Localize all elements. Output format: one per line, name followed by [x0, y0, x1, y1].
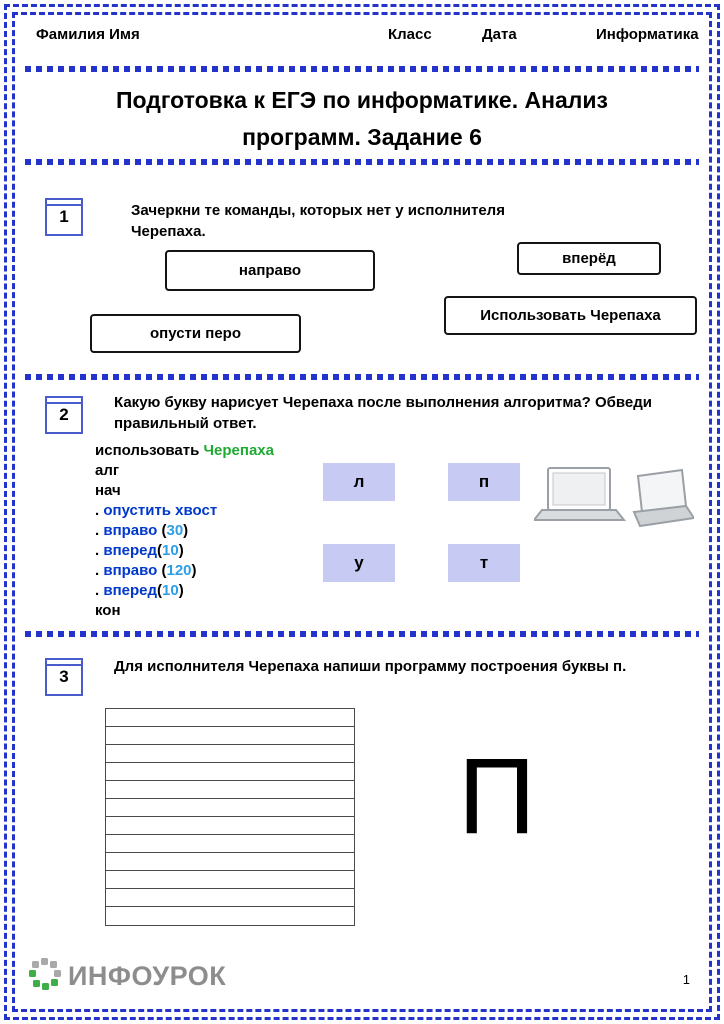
code-token: вправо: [103, 522, 162, 539]
code-token: Черепаха: [203, 442, 274, 459]
answer-row: [106, 745, 354, 763]
code-line: [95, 561, 274, 581]
code-line: [95, 501, 274, 521]
answer-row: [106, 817, 354, 835]
code-token: использовать: [95, 442, 204, 459]
subject-label: Информатика: [596, 26, 699, 43]
dotted-separator: [25, 159, 699, 165]
code-line: [95, 541, 274, 561]
code-token: (: [161, 522, 167, 539]
answer-option-u: у: [323, 544, 395, 582]
code-token: 30: [166, 522, 184, 539]
code-token: (: [157, 542, 162, 559]
target-letter: П: [458, 735, 536, 856]
code-token: нач: [95, 482, 121, 499]
code-token: ): [178, 542, 184, 559]
code-token: .: [95, 502, 104, 519]
page-number: 1: [682, 972, 690, 987]
task2-number: 2: [59, 405, 69, 424]
infourok-logo-icon: [28, 957, 62, 996]
code-token: ): [191, 562, 197, 579]
code-token: ): [178, 582, 184, 599]
answer-table: [105, 708, 355, 926]
command-box-opusti-pero: опусти перо: [90, 314, 301, 353]
answer-row: [106, 763, 354, 781]
page-title-line: Подготовка к ЕГЭ по информатике. Анализ: [116, 87, 608, 113]
answer-row: [106, 889, 354, 907]
answer-row: [106, 907, 354, 925]
answer-row: [106, 835, 354, 853]
page-title: [0, 82, 724, 156]
task1-instruction: Зачеркни те команды, которых нет у исполнителя Черепаха.: [131, 202, 505, 240]
code-token: опустить хвост: [103, 502, 218, 519]
command-box-napravo: направо: [165, 250, 375, 291]
code-token: кон: [95, 602, 121, 619]
task2-number-box: [45, 396, 83, 434]
code-line: [95, 461, 274, 481]
task3-instruction: Для исполнителя Черепаха напиши программу построения буквы п.: [114, 658, 627, 675]
dotted-separator: [25, 631, 699, 637]
answer-option-p: п: [448, 463, 520, 501]
command-box-vperyod: вперёд: [517, 242, 661, 275]
dotted-separator: [25, 66, 699, 72]
infourok-logo: [28, 957, 226, 996]
class-label: Класс: [388, 26, 432, 43]
code-token: 120: [166, 562, 192, 579]
task1-number-box: [45, 198, 83, 236]
answer-row: [106, 871, 354, 889]
task3-number: 3: [59, 667, 69, 686]
algorithm-code: [95, 441, 274, 621]
code-line: [95, 441, 274, 461]
date-label: Дата: [482, 26, 517, 43]
task2-instruction: Какую букву нарисует Черепаха после выполнения алгоритма? Обведи правильный ответ.: [114, 394, 653, 432]
answer-option-t: т: [448, 544, 520, 582]
dotted-separator: [25, 374, 699, 380]
code-token: .: [95, 562, 104, 579]
code-line: [95, 601, 274, 621]
task3-number-box: [45, 658, 83, 696]
code-token: .: [95, 522, 104, 539]
laptops-image: [534, 464, 694, 547]
command-box-ispolzovat-cherepaha: Использовать Черепаха: [444, 296, 697, 335]
code-line: [95, 521, 274, 541]
code-line: [95, 581, 274, 601]
code-token: .: [95, 542, 104, 559]
answer-row: [106, 727, 354, 745]
code-line: [95, 481, 274, 501]
answer-row: [106, 709, 354, 727]
infourok-logo-text: ИНФОУРОК: [68, 961, 227, 991]
code-token: вперед: [103, 582, 157, 599]
answer-option-l: л: [323, 463, 395, 501]
code-token: алг: [95, 462, 120, 479]
code-token: вперед: [103, 542, 157, 559]
code-token: .: [95, 582, 104, 599]
task1-number: 1: [59, 207, 69, 226]
code-token: вправо: [103, 562, 162, 579]
code-token: (: [161, 562, 167, 579]
answer-row: [106, 853, 354, 871]
answer-row: [106, 799, 354, 817]
student-name-label: Фамилия Имя: [36, 26, 140, 43]
code-token: ): [183, 522, 189, 539]
code-token: 10: [162, 542, 179, 559]
page-title-line: программ. Задание 6: [242, 124, 482, 150]
answer-row: [106, 781, 354, 799]
code-token: (: [157, 582, 162, 599]
code-token: 10: [162, 582, 179, 599]
